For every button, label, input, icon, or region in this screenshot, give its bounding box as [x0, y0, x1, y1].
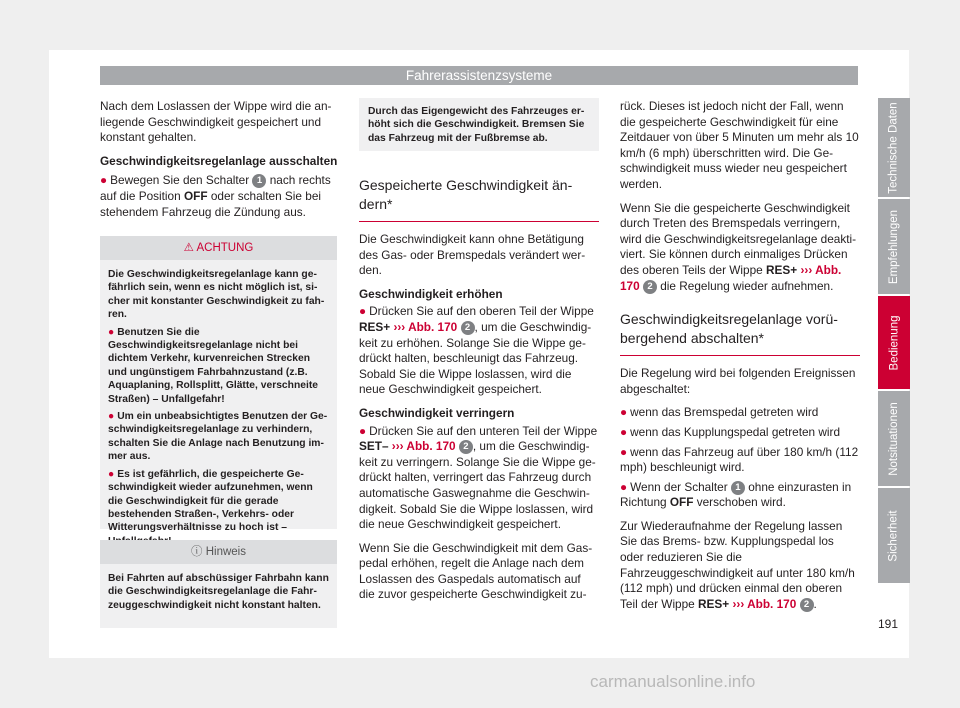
paragraph: rück. Dieses ist jedoch nicht der Fall, wenn die gespeicherte Geschwindigkeit für eine Zeitdauer von über 5 Minuten um mehr als 10 km/h (6 mph) überschritten wird. Die Geschwindigkeit muss wieder neu gespeichert werden. [620, 99, 859, 191]
list-item [620, 425, 860, 441]
tab-label: Notsituationen [888, 401, 900, 476]
bullet-icon: ● [620, 479, 628, 494]
paragraph: Wenn Sie die Geschwindigkeit mit dem Gaspedal erhöhen, regelt die Anlage nach dem Loslassen des Gaspedals automatisch auf die zuvor gespeicherte Geschwindigkeit zu- [359, 540, 593, 602]
text: Wenn der Schalter [630, 479, 728, 494]
text: oder schalten Sie bei stehendem Fahrzeug die Zündung aus. [100, 188, 322, 219]
tab-bedienung[interactable] [878, 296, 910, 389]
text: wenn das Fahrzeug auf über 180 km/h (112 mph) beschleunigt wird. [620, 444, 859, 475]
text: , um die Geschwindigkeit zu verringern. Solange Sie die Wippe gedrückt halten, verringert das Fahrzeug durch automatische Gaswegnahme die Geschwindigkeit. Sobald Sie die Wippe loslassen, wird die neue Geschwindigkeit gespeichert. [359, 439, 596, 532]
text: Drücken Sie auf den oberen Teil der Wippe [369, 304, 594, 319]
paragraph: Die Geschwindigkeitsregelanlage kann gefährlich sein, wenn es nicht möglich ist, sicher mit konstanter Geschwindigkeit zu fahren. [108, 269, 325, 321]
text: die Regelung wieder aufnehmen. [660, 278, 834, 293]
section-heading: Gespeicherte Geschwindigkeit ändern* [359, 176, 599, 222]
list-item [108, 410, 329, 464]
bullet-icon: ● [108, 468, 115, 480]
column-1 [100, 99, 340, 228]
list-item [100, 173, 340, 220]
paragraph [620, 201, 860, 295]
list-item [359, 304, 599, 398]
text: RES+ [698, 596, 730, 611]
bullet-icon: ● [100, 173, 108, 188]
tab-technische-daten[interactable] [878, 98, 910, 197]
text: , um die Geschwindigkeit zu erhöhen. Solange Sie die Wippe gedrückt halten, beschleunigt das Fahrzeug. Sobald Sie die Wippe loslassen, wird die neue Geschwindigkeit gespeichert. [359, 319, 592, 397]
paragraph: Die Regelung wird bei folgenden Ereignissen abgeschaltet: [620, 366, 856, 396]
callout-number-icon: 2 [459, 440, 473, 454]
tab-notsituationen[interactable] [878, 391, 910, 486]
text: RES+ [766, 262, 798, 277]
callout-number-icon: 1 [731, 481, 745, 495]
section-heading: Geschwindigkeitsregelanlage vorübergehend abschalten* [620, 310, 860, 356]
tab-label: Sicherheit [888, 509, 901, 562]
column-3 [620, 99, 860, 620]
text: SET– [359, 439, 389, 454]
figure-link[interactable]: ››› Abb. 170 [391, 439, 456, 454]
paragraph: Die Geschwindigkeit kann ohne Betätigung des Gas- oder Bremspedals verändert werden. [359, 232, 586, 278]
list-item [620, 480, 860, 511]
text: Um ein unbeabsichtigtes Benutzen der Geschwindigkeitsregelanlage zu verhindern, schalten Sie die Anlage nach Benutzung immer aus. [108, 411, 328, 463]
bullet-icon: ● [620, 405, 628, 420]
warning-icon: ⚠ [183, 242, 194, 254]
text: Bewegen Sie den Schalter [110, 173, 250, 188]
list-item [108, 326, 329, 406]
text: OFF [183, 188, 208, 203]
subheading: Geschwindigkeit verringern [359, 405, 515, 420]
subheading: Geschwindigkeit erhöhen [359, 286, 503, 301]
hint-header [100, 540, 337, 564]
text: OFF [669, 495, 694, 510]
text: . [813, 596, 817, 611]
bullet-icon: ● [108, 326, 115, 338]
tip-box: Durch das Eigengewicht des Fahrzeuges erhöht sich die Geschwindigkeit. Bremsen Sie das Fahrzeug mit der Fußbremse ab. [359, 98, 599, 151]
figure-link[interactable]: ››› Abb. 170 [732, 596, 797, 611]
text: wenn das Bremspedal getreten wird [630, 405, 819, 420]
callout-number-icon: 1 [252, 174, 266, 188]
tab-empfehlungen[interactable] [878, 199, 910, 294]
hint-box [100, 540, 337, 628]
hint-title: Hinweis [205, 546, 246, 558]
text: RES+ [359, 319, 391, 334]
section-header: Fahrerassistenzsysteme [100, 66, 858, 85]
text: verschoben wird. [696, 495, 786, 510]
list-item [359, 424, 599, 533]
text: Benutzen Sie die Geschwindigkeitsregelanlage nicht bei dichtem Verkehr, kurvenreichen Strecken und ungünstigem Fahrbahnzustand (z.B. Aquaplaning, Rollsplitt, Glätte, verschneite Straßen) – Unfallgefahr! [108, 326, 318, 405]
callout-number-icon: 2 [643, 280, 657, 294]
callout-number-icon: 2 [461, 321, 475, 335]
bullet-icon: ● [620, 444, 628, 459]
subheading: Geschwindigkeitsregelanlage ausschalten [100, 153, 338, 168]
paragraph [620, 519, 860, 613]
paragraph: Bei Fahrten auf abschüssiger Fahrbahn kann die Geschwindigkeitsregelanlage die Fahrzeuggeschwindigkeit nicht konstant halten. [108, 573, 329, 611]
list-item [620, 405, 860, 421]
warning-box [100, 236, 337, 534]
text: Drücken Sie auf den unteren Teil der Wippe [369, 423, 598, 438]
warning-title: ACHTUNG [196, 242, 254, 254]
text: Zur Wiederaufnahme der Regelung lassen Sie das Brems- bzw. Kupplungspedal los oder reduzieren Sie die Fahrzeuggeschwindigkeit auf unter 180 km/h (112 mph) und drücken einmal den oberen Teil der Wippe [620, 518, 855, 611]
callout-number-icon: 2 [800, 598, 814, 612]
figure-link[interactable]: ››› Abb. 170 [393, 319, 458, 334]
bullet-icon: ● [359, 423, 367, 438]
tab-label: Empfehlungen [888, 209, 901, 284]
figure-link[interactable]: ››› Abb. 170 [620, 262, 842, 293]
tab-label: Bedienung [888, 315, 900, 370]
text: nach rechts auf die Position [100, 173, 331, 203]
bullet-icon: ● [620, 424, 628, 439]
info-icon: ⓘ [191, 546, 203, 558]
list-item [620, 445, 860, 476]
warning-header [100, 236, 337, 260]
hint-body [100, 564, 337, 612]
bullet-icon: ● [108, 411, 115, 423]
warning-body [100, 260, 337, 548]
column-2 [359, 176, 599, 611]
watermark: carmanualsonline.info [590, 672, 756, 691]
tab-sicherheit[interactable] [878, 488, 910, 583]
bullet-icon: ● [359, 304, 367, 319]
list-item [108, 468, 329, 548]
tab-label: Technische Daten [888, 101, 901, 194]
page-number: 191 [878, 617, 899, 631]
text: Es ist gefährlich, die gespeicherte Geschwindigkeit wieder aufzunehmen, wenn die Geschwindigkeit für die gerade bestehenden Straßen-, Verkehrs- oder Witterungsverhältnisse zu hoch ist – [108, 468, 313, 534]
text: wenn das Kupplungspedal getreten wird [630, 424, 841, 439]
paragraph: Nach dem Loslassen der Wippe wird die anliegende Geschwindigkeit gespeichert und konstant gehalten. [100, 99, 332, 145]
text: Wenn Sie die gespeicherte Geschwindigkeit durch Treten des Bremspedals verringern, wird die Geschwindigkeitsregelanlage deaktiviert. Sie können durch einmaliges Drücken des oberen Teils der Wippe [620, 200, 857, 277]
text: ohne einzurasten in Richtung [620, 479, 852, 510]
